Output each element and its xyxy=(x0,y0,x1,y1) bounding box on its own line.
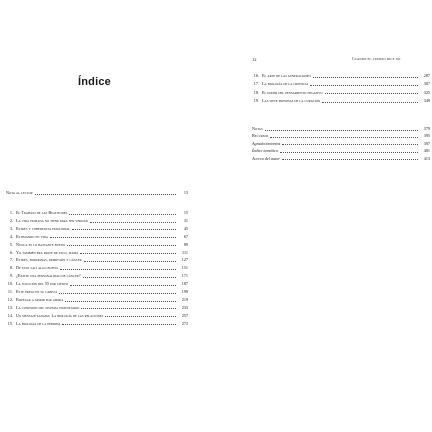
leader-dots xyxy=(50,237,176,238)
leader-dots xyxy=(90,222,176,223)
leader-dots xyxy=(280,152,418,153)
toc-entry-page: 413 xyxy=(423,155,430,161)
toc-entry xyxy=(250,98,430,104)
toc-entry-page: 379 xyxy=(423,126,430,131)
toc-entry-page: 287 xyxy=(423,73,430,78)
leader-dots xyxy=(282,144,418,145)
toc-entry xyxy=(250,81,430,87)
toc-entry-title: La solución del 55 por ciento xyxy=(16,281,68,287)
toc-entry-page: 307 xyxy=(423,81,430,87)
toc-entry xyxy=(4,313,188,319)
toc-entry-title: La conexión del sistema inmunitario xyxy=(16,304,80,310)
toc-entry-number: 12. xyxy=(7,296,13,302)
leader-dots xyxy=(270,137,418,138)
toc-entry-page: 15 xyxy=(183,210,188,215)
toc-entry xyxy=(252,141,430,147)
leader-dots xyxy=(59,293,176,294)
leader-dots xyxy=(69,214,176,215)
toc-entry xyxy=(252,156,430,162)
toc-entry-number: 8. xyxy=(9,265,13,271)
toc-entry-title: Nunca es lo bastante bueno xyxy=(16,241,65,247)
toc-entry-page: 233 xyxy=(181,304,188,310)
toc-entry-page: 199 xyxy=(181,289,188,294)
toc-entry-title: Este preso en su cabeza xyxy=(16,289,58,294)
toc-entry xyxy=(252,133,430,139)
toc-entry xyxy=(4,210,188,216)
toc-entry-title: Notas xyxy=(252,126,263,131)
right-page xyxy=(216,0,432,432)
toc-entry-title: Recursos xyxy=(252,133,269,139)
toc-entry-page: 187 xyxy=(181,281,188,287)
toc-entry xyxy=(4,257,188,263)
toc-entry-number: 9. xyxy=(9,273,13,279)
toc-entry-title: El poder del pensamiento negativo xyxy=(262,89,323,95)
toc-entry xyxy=(4,305,188,311)
toc-entry-page: 325 xyxy=(423,89,430,95)
toc-entry-page: 45 xyxy=(183,225,188,231)
toc-entry xyxy=(250,73,430,79)
leader-dots xyxy=(265,130,418,131)
toc-entry-title: De esto salí algo bueno xyxy=(16,265,58,271)
toc-entry-number: 1. xyxy=(9,210,13,215)
toc-entry xyxy=(4,321,188,327)
toc-entry-number: 19. xyxy=(253,98,259,104)
leader-dots xyxy=(60,269,176,270)
toc-entry-page: 111 xyxy=(182,249,188,255)
toc-entry-title: Empezar a morir por ahora xyxy=(16,296,64,302)
toc-entry-title: ¿Existe una personalidad de cáncer? xyxy=(16,273,81,279)
running-head: Cuando el cuerpo dice no xyxy=(352,57,401,61)
toc-entry-page: 171 xyxy=(181,273,188,279)
toc-entry-page: 273 xyxy=(181,320,188,326)
toc-entry-page: 257 xyxy=(181,312,188,318)
toc-entry-page: 401 xyxy=(423,148,430,154)
toc-entry-title: La biología de la pérdida xyxy=(16,320,61,326)
toc-intro-page: 13 xyxy=(183,190,188,195)
toc-entry-title: Estrés y coherencia emocional xyxy=(16,225,71,231)
toc-entry xyxy=(4,265,188,271)
toc-entry-title: Estimando en vida xyxy=(16,233,48,239)
leader-dots xyxy=(322,102,418,103)
toc-entry xyxy=(252,126,430,132)
toc-entry-number: 15. xyxy=(7,320,13,326)
toc-entry-page: 89 xyxy=(183,241,188,247)
toc-entry-number: 11. xyxy=(7,289,13,294)
leader-dots xyxy=(282,159,418,160)
leader-dots xyxy=(80,253,176,254)
toc-entry-title: La biología de la creencia xyxy=(262,81,309,87)
leader-dots xyxy=(325,93,418,94)
leader-dots xyxy=(72,229,176,230)
leader-dots xyxy=(84,261,176,262)
toc-entry-number: 14. xyxy=(7,312,13,318)
toc-entry-page: 31 xyxy=(183,217,188,223)
toc-entry-page: 151 xyxy=(181,265,188,271)
toc-entry xyxy=(4,297,188,303)
toc-entry-number: 16. xyxy=(253,73,259,78)
toc-entry-title: Yo también era parte de ello, mamá xyxy=(16,249,79,255)
leader-dots xyxy=(65,301,176,302)
leader-dots xyxy=(70,285,176,286)
leader-dots xyxy=(105,316,176,317)
leader-dots xyxy=(81,308,176,309)
toc-entry-page: 219 xyxy=(181,296,188,302)
toc-entry xyxy=(4,242,188,248)
toc-entry-number: 5. xyxy=(9,241,13,247)
toc-entry-title: Agradecimientos xyxy=(252,140,281,146)
leader-dots xyxy=(35,194,176,195)
page-title: Índice xyxy=(78,76,111,88)
toc-entry-number: 18. xyxy=(253,89,259,95)
toc-entry-number: 3. xyxy=(9,225,13,231)
toc-entry xyxy=(4,289,188,295)
toc-entry-number: 10. xyxy=(7,281,13,287)
toc-entry xyxy=(4,273,188,279)
toc-entry-title: Las siete premisas de la curación xyxy=(262,98,321,104)
page-number: 12 xyxy=(252,57,257,62)
toc-entry xyxy=(4,234,188,240)
toc-entry-number: 17. xyxy=(253,81,259,87)
leader-dots xyxy=(83,277,176,278)
toc-entry-page: 67 xyxy=(183,233,188,239)
toc-entry xyxy=(4,226,188,232)
toc-intro xyxy=(6,190,188,196)
toc-entry-page: 349 xyxy=(423,98,430,104)
toc-intro-title: Nota al lector xyxy=(6,190,33,195)
toc-entry-title: Índice temático xyxy=(252,148,278,154)
toc-entry-title: El arte de las generaciones xyxy=(262,73,311,78)
toc-entry-title: La vida humana no tiene para ser verdad xyxy=(16,217,88,223)
toc-entry-title: Un mensaje sanado: La biología de las relaciones xyxy=(16,312,104,318)
leader-dots xyxy=(310,85,418,86)
leader-dots xyxy=(313,77,418,78)
toc-entry xyxy=(4,281,188,287)
toc-entry-number: 4. xyxy=(9,233,13,239)
toc-entry-number: 2. xyxy=(9,217,13,223)
toc-entry-page: 395 xyxy=(423,133,430,139)
toc-entry-title: Estrés, hormonas, represión y cáncer xyxy=(16,257,82,263)
toc-entry xyxy=(250,90,430,96)
toc-entry-number: 6. xyxy=(9,249,13,255)
toc-entry-title: Acerca del autor xyxy=(252,155,280,161)
toc-entry xyxy=(4,250,188,256)
toc-entry-number: 13. xyxy=(7,304,13,310)
leader-dots xyxy=(67,245,176,246)
toc-entry xyxy=(252,148,430,154)
leader-dots xyxy=(62,324,176,325)
toc-entry xyxy=(4,218,188,224)
toc-entry-number: 7. xyxy=(9,257,13,263)
toc-entry-title: El Trabajo de las Beatitudes xyxy=(16,210,68,215)
toc-entry-page: 127 xyxy=(181,257,188,263)
toc-entry-page: 397 xyxy=(423,140,430,146)
